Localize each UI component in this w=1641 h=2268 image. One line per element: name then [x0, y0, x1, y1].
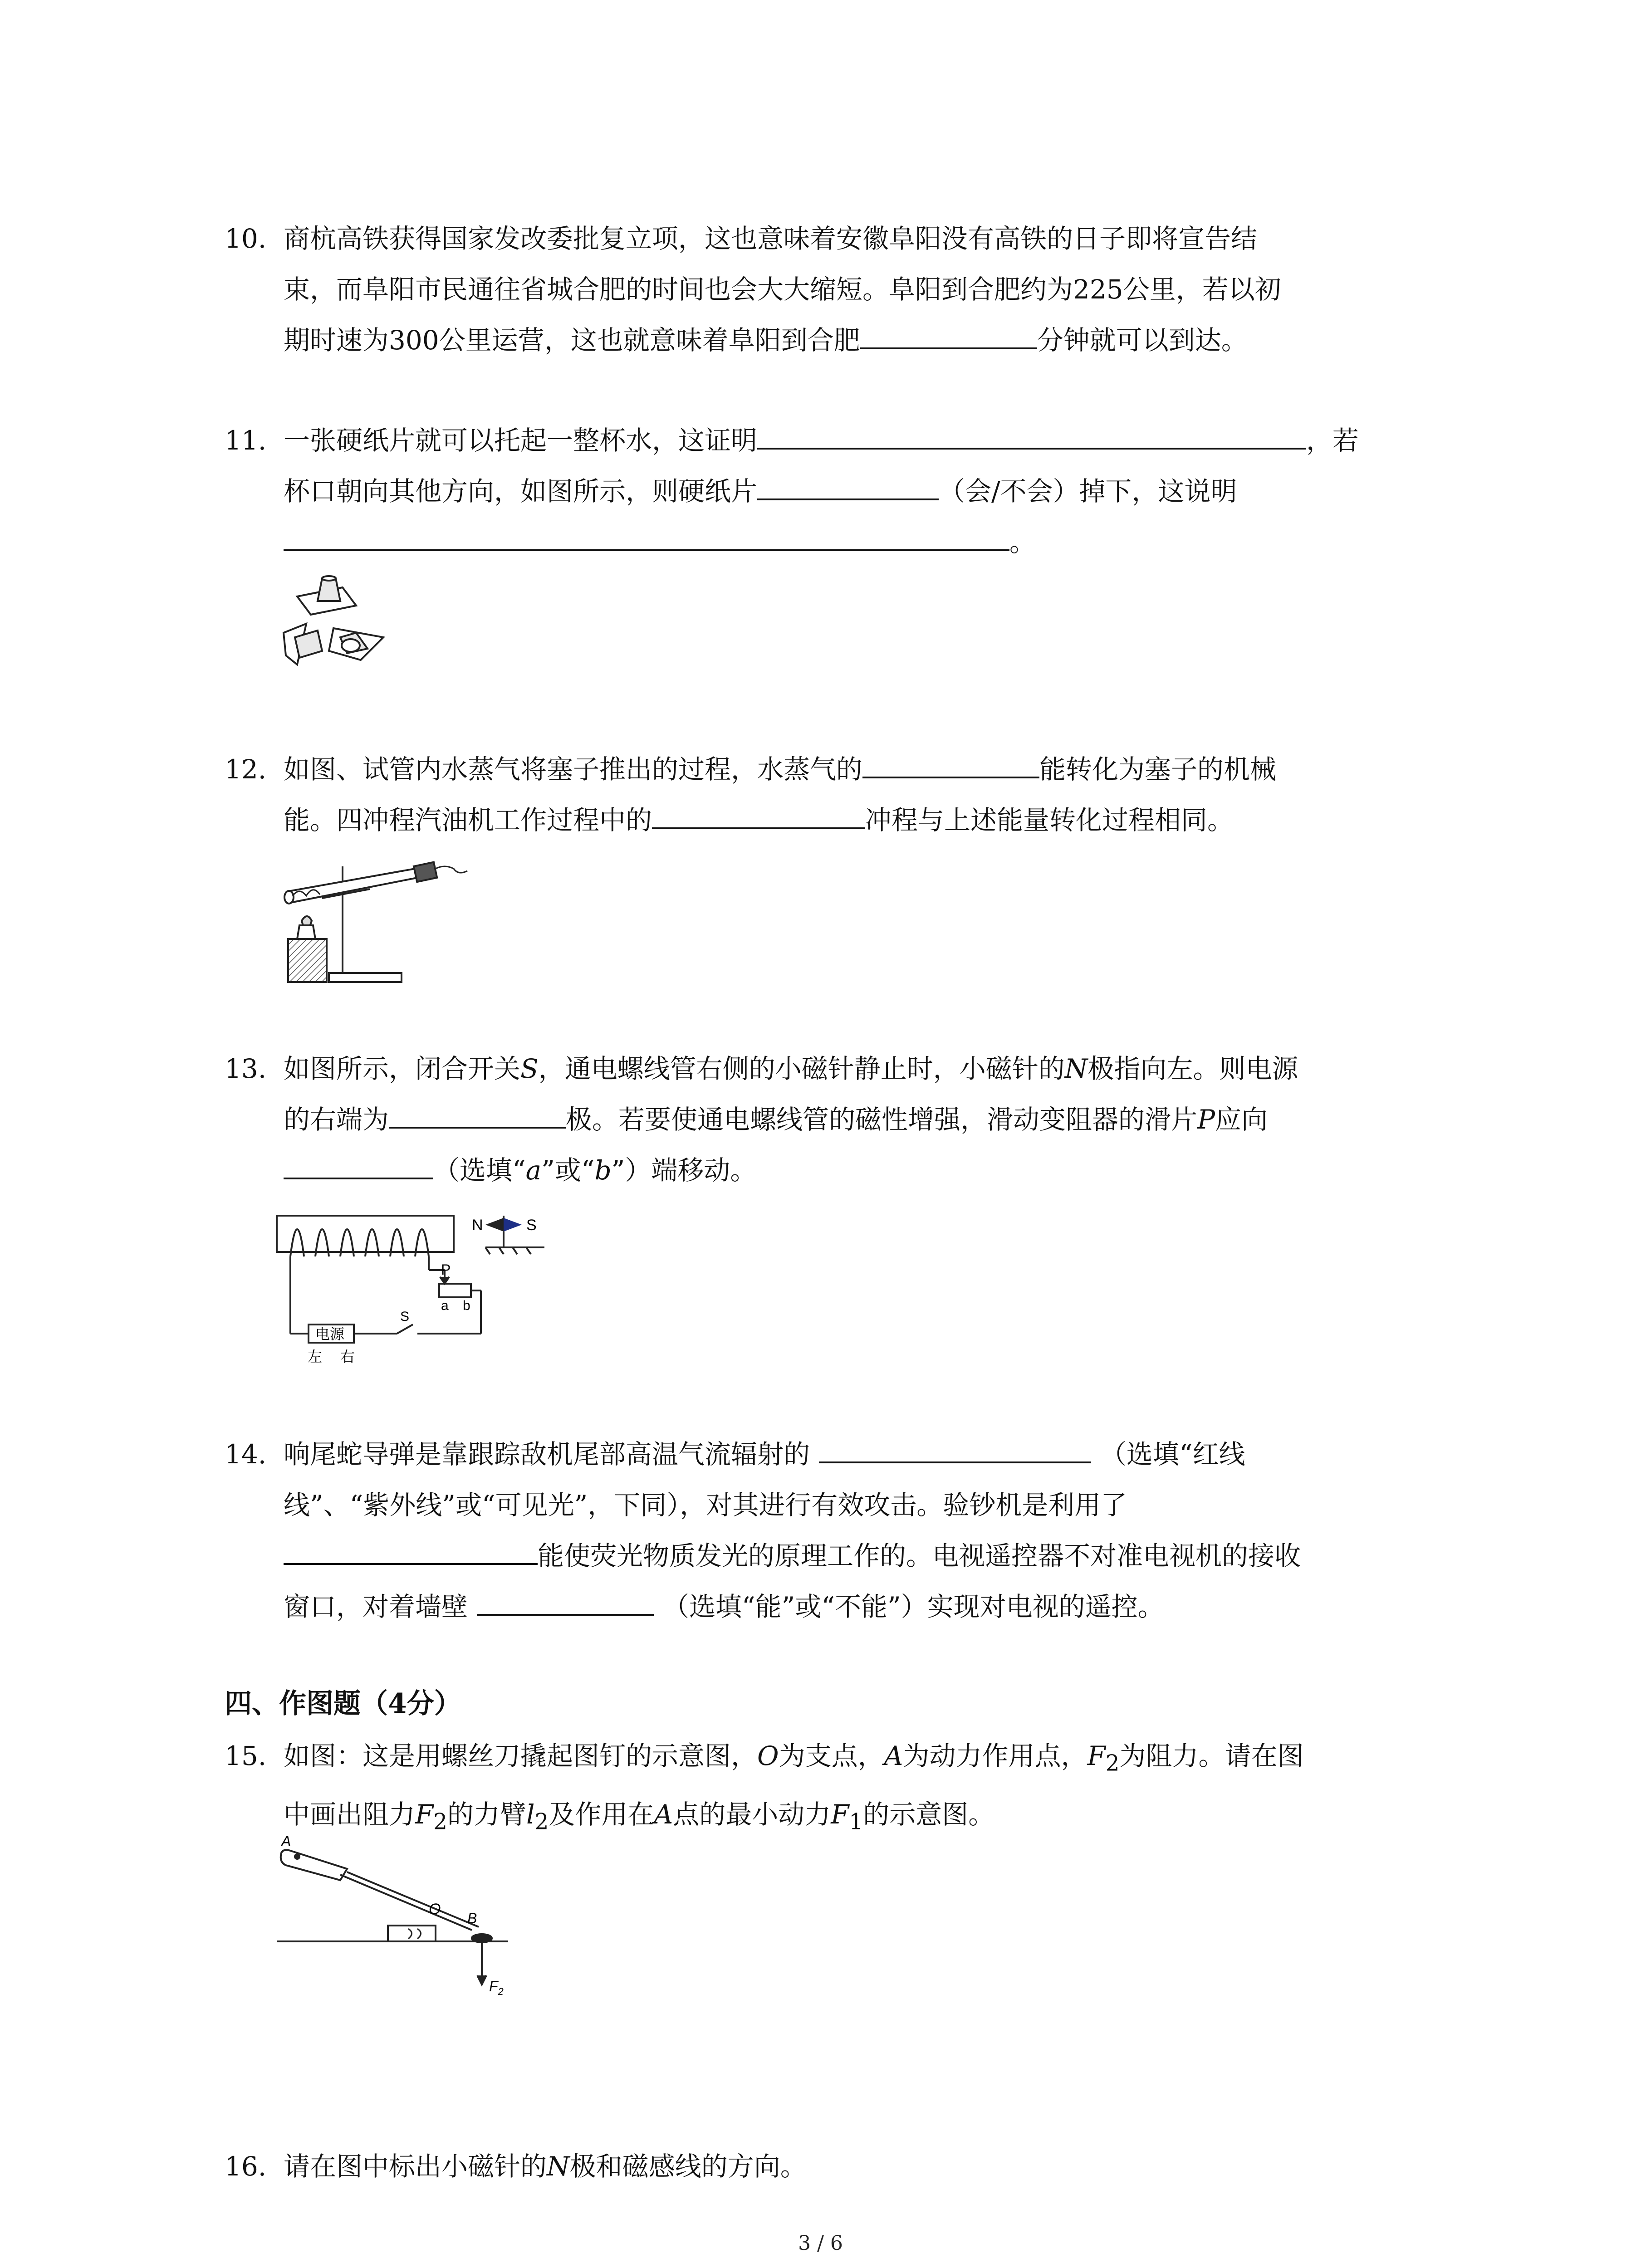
- question-number: 12.: [225, 754, 267, 785]
- fig-label-o: O: [429, 1901, 441, 1918]
- q14-line4: 窗口，对着墙壁 （选填“能”或“不能”）实现对电视的遥控。: [284, 1581, 1454, 1632]
- q10-line1: 商杭高铁获得国家发改委批复立项，这也意味着安徽阜阳没有高铁的日子即将宣告结: [284, 223, 1258, 254]
- question-11: [225, 415, 1454, 567]
- answer-blank[interactable]: [757, 421, 1306, 450]
- answer-blank[interactable]: [477, 1588, 654, 1616]
- fig-label-a: a: [441, 1298, 449, 1313]
- question-number: 15.: [225, 1740, 267, 1771]
- question-13: [225, 1043, 1454, 1196]
- fig-label-b: b: [463, 1298, 470, 1313]
- screwdriver-lever-figure: [272, 1828, 526, 2009]
- answer-blank[interactable]: [757, 472, 939, 500]
- test-tube-figure: [279, 857, 474, 993]
- q10-line3: 期时速为300公里运营，这也就意味着阜阳到合肥 分钟就可以到达。: [284, 315, 1454, 366]
- answer-blank[interactable]: [862, 750, 1039, 778]
- answer-blank[interactable]: [819, 1435, 1091, 1463]
- fig-label-left: 左: [308, 1349, 323, 1365]
- q12-line2: 能。四冲程汽油机工作过程中的 冲程与上述能量转化过程相同。: [284, 795, 1454, 846]
- question-number: 10.: [225, 223, 267, 254]
- fig-label-s: S: [526, 1217, 537, 1234]
- fig-label-a: A: [281, 1833, 291, 1849]
- answer-blank[interactable]: [389, 1100, 566, 1129]
- question-16: [225, 2141, 1454, 2192]
- q12-line1: 如图、试管内水蒸气将塞子推出的过程，水蒸气的 能转化为塞子的机械: [284, 744, 1454, 795]
- q15-line1: 如图：这是用螺丝刀撬起图钉的示意图，O为支点，A为动力作用点，$F_2$为阻力。请在图: [284, 1740, 1304, 1776]
- q15-line2: 中画出阻力$F_2$的力臂$l_2$及作用在A点的最小动力$F_1$的示意图。: [284, 1799, 995, 1835]
- section-heading: 四、作图题（4分）: [225, 1688, 461, 1720]
- question-10: [225, 213, 1454, 366]
- q13-line1: 如图所示，闭合开关S，通电螺线管右侧的小磁针静止时，小磁针的N极指向左。则电源: [284, 1053, 1298, 1084]
- q11-line1: 一张硬纸片就可以托起一整杯水，这证明 ，若: [284, 415, 1454, 466]
- q11-line3: 。: [284, 517, 1454, 567]
- question-number: 11.: [225, 425, 267, 456]
- q13-line3: （选填“a”或“b”）端移动。: [225, 1145, 1454, 1196]
- question-number: 13.: [225, 1053, 267, 1084]
- fig-label-switch: S: [400, 1309, 410, 1324]
- answer-blank[interactable]: [284, 1537, 538, 1565]
- answer-blank[interactable]: [284, 1151, 433, 1179]
- q16-line1: 请在图中标出小磁针的N极和磁感线的方向。: [284, 2151, 807, 2182]
- answer-blank[interactable]: [652, 801, 865, 829]
- q14-line3: 能使荧光物质发光的原理工作的。电视遥控器不对准电视机的接收: [284, 1530, 1454, 1581]
- question-number: 14.: [225, 1439, 267, 1470]
- q13-line2: 的右端为 极。若要使通电螺线管的磁性增强，滑动变阻器的滑片P应向: [284, 1094, 1454, 1145]
- fig-label-f: $F_2$: [489, 1978, 504, 1997]
- q11-line2: 杯口朝向其他方向，如图所示，则硬纸片 （会/不会）掉下，这说明: [284, 466, 1454, 517]
- fig-label-right: 右: [340, 1349, 355, 1365]
- fig-label-source: 电源: [315, 1326, 345, 1342]
- question-14: [225, 1429, 1454, 1632]
- q10-line2: 束，而阜阳市民通往省城合肥的时间也会大大缩短。阜阳到合肥约为225公里，若以初: [284, 274, 1281, 305]
- page-number: 3 / 6: [798, 2232, 843, 2255]
- q14-line2: 线”、“紫外线”或“可见光”，下同），对其进行有效攻击。验钞机是利用了: [284, 1490, 1127, 1520]
- answer-blank[interactable]: [284, 523, 1009, 551]
- inverted-cups-figure: [279, 569, 415, 683]
- question-12: [225, 744, 1454, 846]
- fig-label-n: N: [472, 1217, 483, 1234]
- fig-label-b: B: [467, 1910, 477, 1926]
- fig-label-p: P: [441, 1261, 451, 1278]
- q14-line1: 响尾蛇导弹是靠跟踪敌机尾部高温气流辐射的 （选填“红线: [284, 1429, 1454, 1480]
- question-number: 16.: [225, 2151, 267, 2182]
- solenoid-circuit-figure: [272, 1193, 581, 1383]
- answer-blank[interactable]: [860, 321, 1037, 349]
